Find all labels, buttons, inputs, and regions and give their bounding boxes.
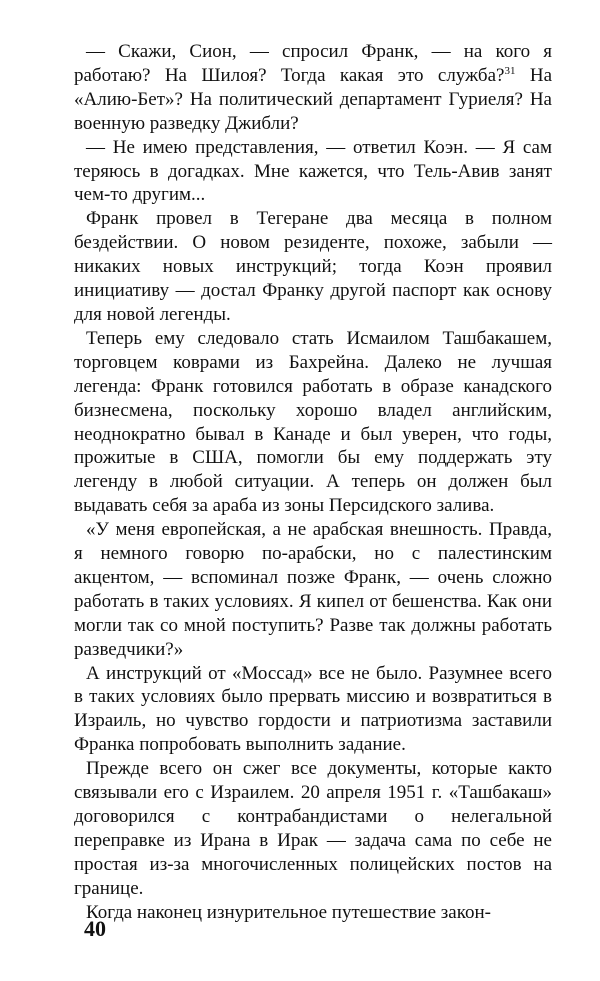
paragraph-4: Теперь ему следовало стать Исмаилом Ташбакашем, торговцем коврами из Бахрейна. Далеко не лучшая легенда: Франк готовился работать в образе канадского бизнесмена, поскольку хорошо владел английским, неоднократно бывал в Канаде и был уверен, что годы, прожитые в США, помогли бы ему поддержать эту легенду в любой ситуации. А теперь он должен был выдавать себя за араба из зоны Персидского залива. [74, 327, 552, 517]
page-text [74, 40, 552, 925]
paragraph-1 [74, 40, 552, 136]
footnote-ref: 31 [504, 64, 516, 77]
paragraph-1-text-after: На «Алию-Бет»? На политический департамент Гуриеля? На военную разведку Джибли? [74, 64, 553, 134]
paragraph-5: «У меня европейская, а не арабская внешность. Правда, я немного говорю по-арабски, но с палестинским акцентом, — вспоминал позже Франк, — очень сложно работать в таких условиях. Я кипел от бешенства. Как они могли так со мной поступить? Разве так должны работать разведчики?» [74, 519, 552, 660]
paragraph-2: — Не имею представления, — ответил Коэн. — Я сам теряюсь в догадках. Мне кажется, что Тель-Авив занят чем-то другим... [74, 136, 552, 206]
paragraph-8: Когда наконец изнурительное путешествие закон- [86, 901, 491, 923]
paragraph-1-text-before: — Скажи, Сион, — спросил Франк, — на кого я работаю? На Шилоя? Тогда какая это служба? [74, 41, 552, 86]
paragraph-6: А инструкций от «Моссад» все не было. Разумнее всего в таких условиях было прервать миссию и возвратиться в Израиль, но чувство гордости и патриотизма заставили Франка попробовать выполнить задание. [74, 662, 552, 756]
paragraph-7: Прежде всего он сжег все документы, которые както связывали его с Израилем. 20 апреля 1951 г. «Ташбакаш» договорился с контрабандистами о нелегальной переправке из Ирана в Ирак — задача сама по себе не простая из-за многочисленных полицейских постов на границе. [74, 758, 552, 899]
page-number: 40 [84, 916, 106, 941]
paragraph-3: Франк провел в Тегеране два месяца в полном бездействии. О новом резиденте, похоже, забыли — никаких новых инструкций; тогда Коэн проявил инициативу — достал Франку другой паспорт как основу для новой легенды. [74, 208, 552, 325]
